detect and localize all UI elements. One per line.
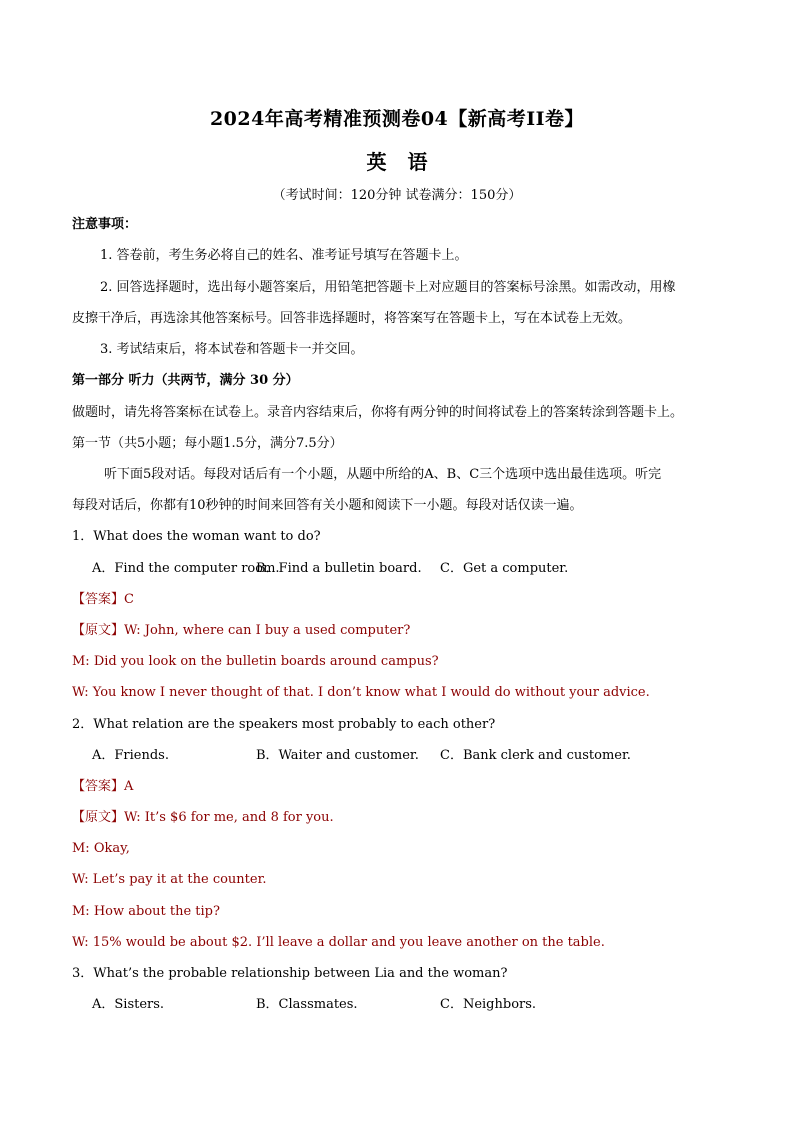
exam-title: 2024年高考精准预测卷04【新高考II卷】	[209, 108, 585, 130]
q2-transcript-line-2: M: Okay,	[72, 841, 130, 856]
q2-transcript-line-1	[72, 809, 334, 827]
q2-option-b: B．Waiter and customer.	[256, 748, 419, 763]
q1-transcript-line-2: M: Did you look on the bulletin boards around campus?	[72, 654, 439, 669]
notice-item-1: 1. 答卷前，考生务必将自己的姓名、准考证号填写在答题卡上。	[100, 248, 468, 263]
q1-transcript-label: 【原文】	[72, 623, 125, 638]
q3-option-b: B．Classmates.	[256, 997, 358, 1012]
exam-info: （考试时间：120分钟 试卷满分：150分）	[272, 188, 522, 203]
q3-option-c: C．Neighbors.	[440, 997, 537, 1012]
question-1: 1．What does the woman want to do?	[72, 529, 321, 544]
q2-option-a: A．Friends.	[92, 748, 169, 763]
q2-option-c: C．Bank clerk and customer.	[440, 748, 631, 763]
notice-item-2-line-1: 2. 回答选择题时，选出每小题答案后，用铅笔把答题卡上对应题目的答案标号涂黑。如需改动，用橡	[100, 280, 676, 295]
notice-item-3: 3. 考试结束后，将本试卷和答题卡一并交回。	[100, 342, 364, 357]
q2-transcript-label: 【原文】	[72, 810, 125, 825]
q2-answer: 【答案】A	[72, 779, 134, 794]
question-2: 2．What relation are the speakers most probably to each other?	[72, 717, 496, 732]
q3-option-a: A．Sisters.	[92, 997, 165, 1012]
q1-option-b: B．Find a bulletin board.	[256, 561, 422, 576]
notice-heading: 注意事项：	[72, 217, 138, 232]
q1-transcript-line-1	[72, 622, 410, 640]
q1-option-c: C．Get a computer.	[440, 561, 569, 576]
section1-desc-line-2: 每段对话后，你都有10秒钟的时间来回答有关小题和阅读下一小题。每段对话仅读一遍。	[72, 498, 583, 513]
question-3: 3．What’s the probable relationship between Lia and the woman?	[72, 966, 508, 981]
q2-transcript-text: W: It’s $6 for me, and 8 for you.	[124, 810, 334, 825]
q1-answer: 【答案】C	[72, 592, 134, 607]
q1-transcript-text: W: John, where can I buy a used computer?	[124, 623, 411, 638]
q1-transcript-line-3: W: You know I never thought of that. I don’t know what I would do without your advice.	[72, 685, 650, 700]
q2-transcript-line-5: W: 15% would be about $2. I’ll leave a dollar and you leave another on the table.	[72, 935, 605, 950]
section1-desc-line-1: 听下面5段对话。每段对话后有一个小题，从题中所给的A、B、C三个选项中选出最佳选项。听完	[104, 467, 662, 482]
part1-heading: 第一部分 听力（共两节，满分 30 分）	[72, 373, 299, 388]
part1-instruction: 做题时，请先将答案标在试卷上。录音内容结束后，你将有两分钟的时间将试卷上的答案转涂到答题卡上。	[72, 405, 684, 420]
section1-heading: 第一节（共5小题；每小题1.5分，满分7.5分）	[72, 436, 343, 451]
q2-transcript-line-4: M: How about the tip?	[72, 904, 220, 919]
notice-item-2-line-2: 皮擦干净后，再选涂其他答案标号。回答非选择题时，将答案写在答题卡上，写在本试卷上无效。	[72, 311, 632, 326]
q2-transcript-line-3: W: Let’s pay it at the counter.	[72, 872, 267, 887]
q1-option-a: A．Find the computer room.	[92, 561, 280, 576]
subject-title: 英 语	[366, 150, 428, 174]
